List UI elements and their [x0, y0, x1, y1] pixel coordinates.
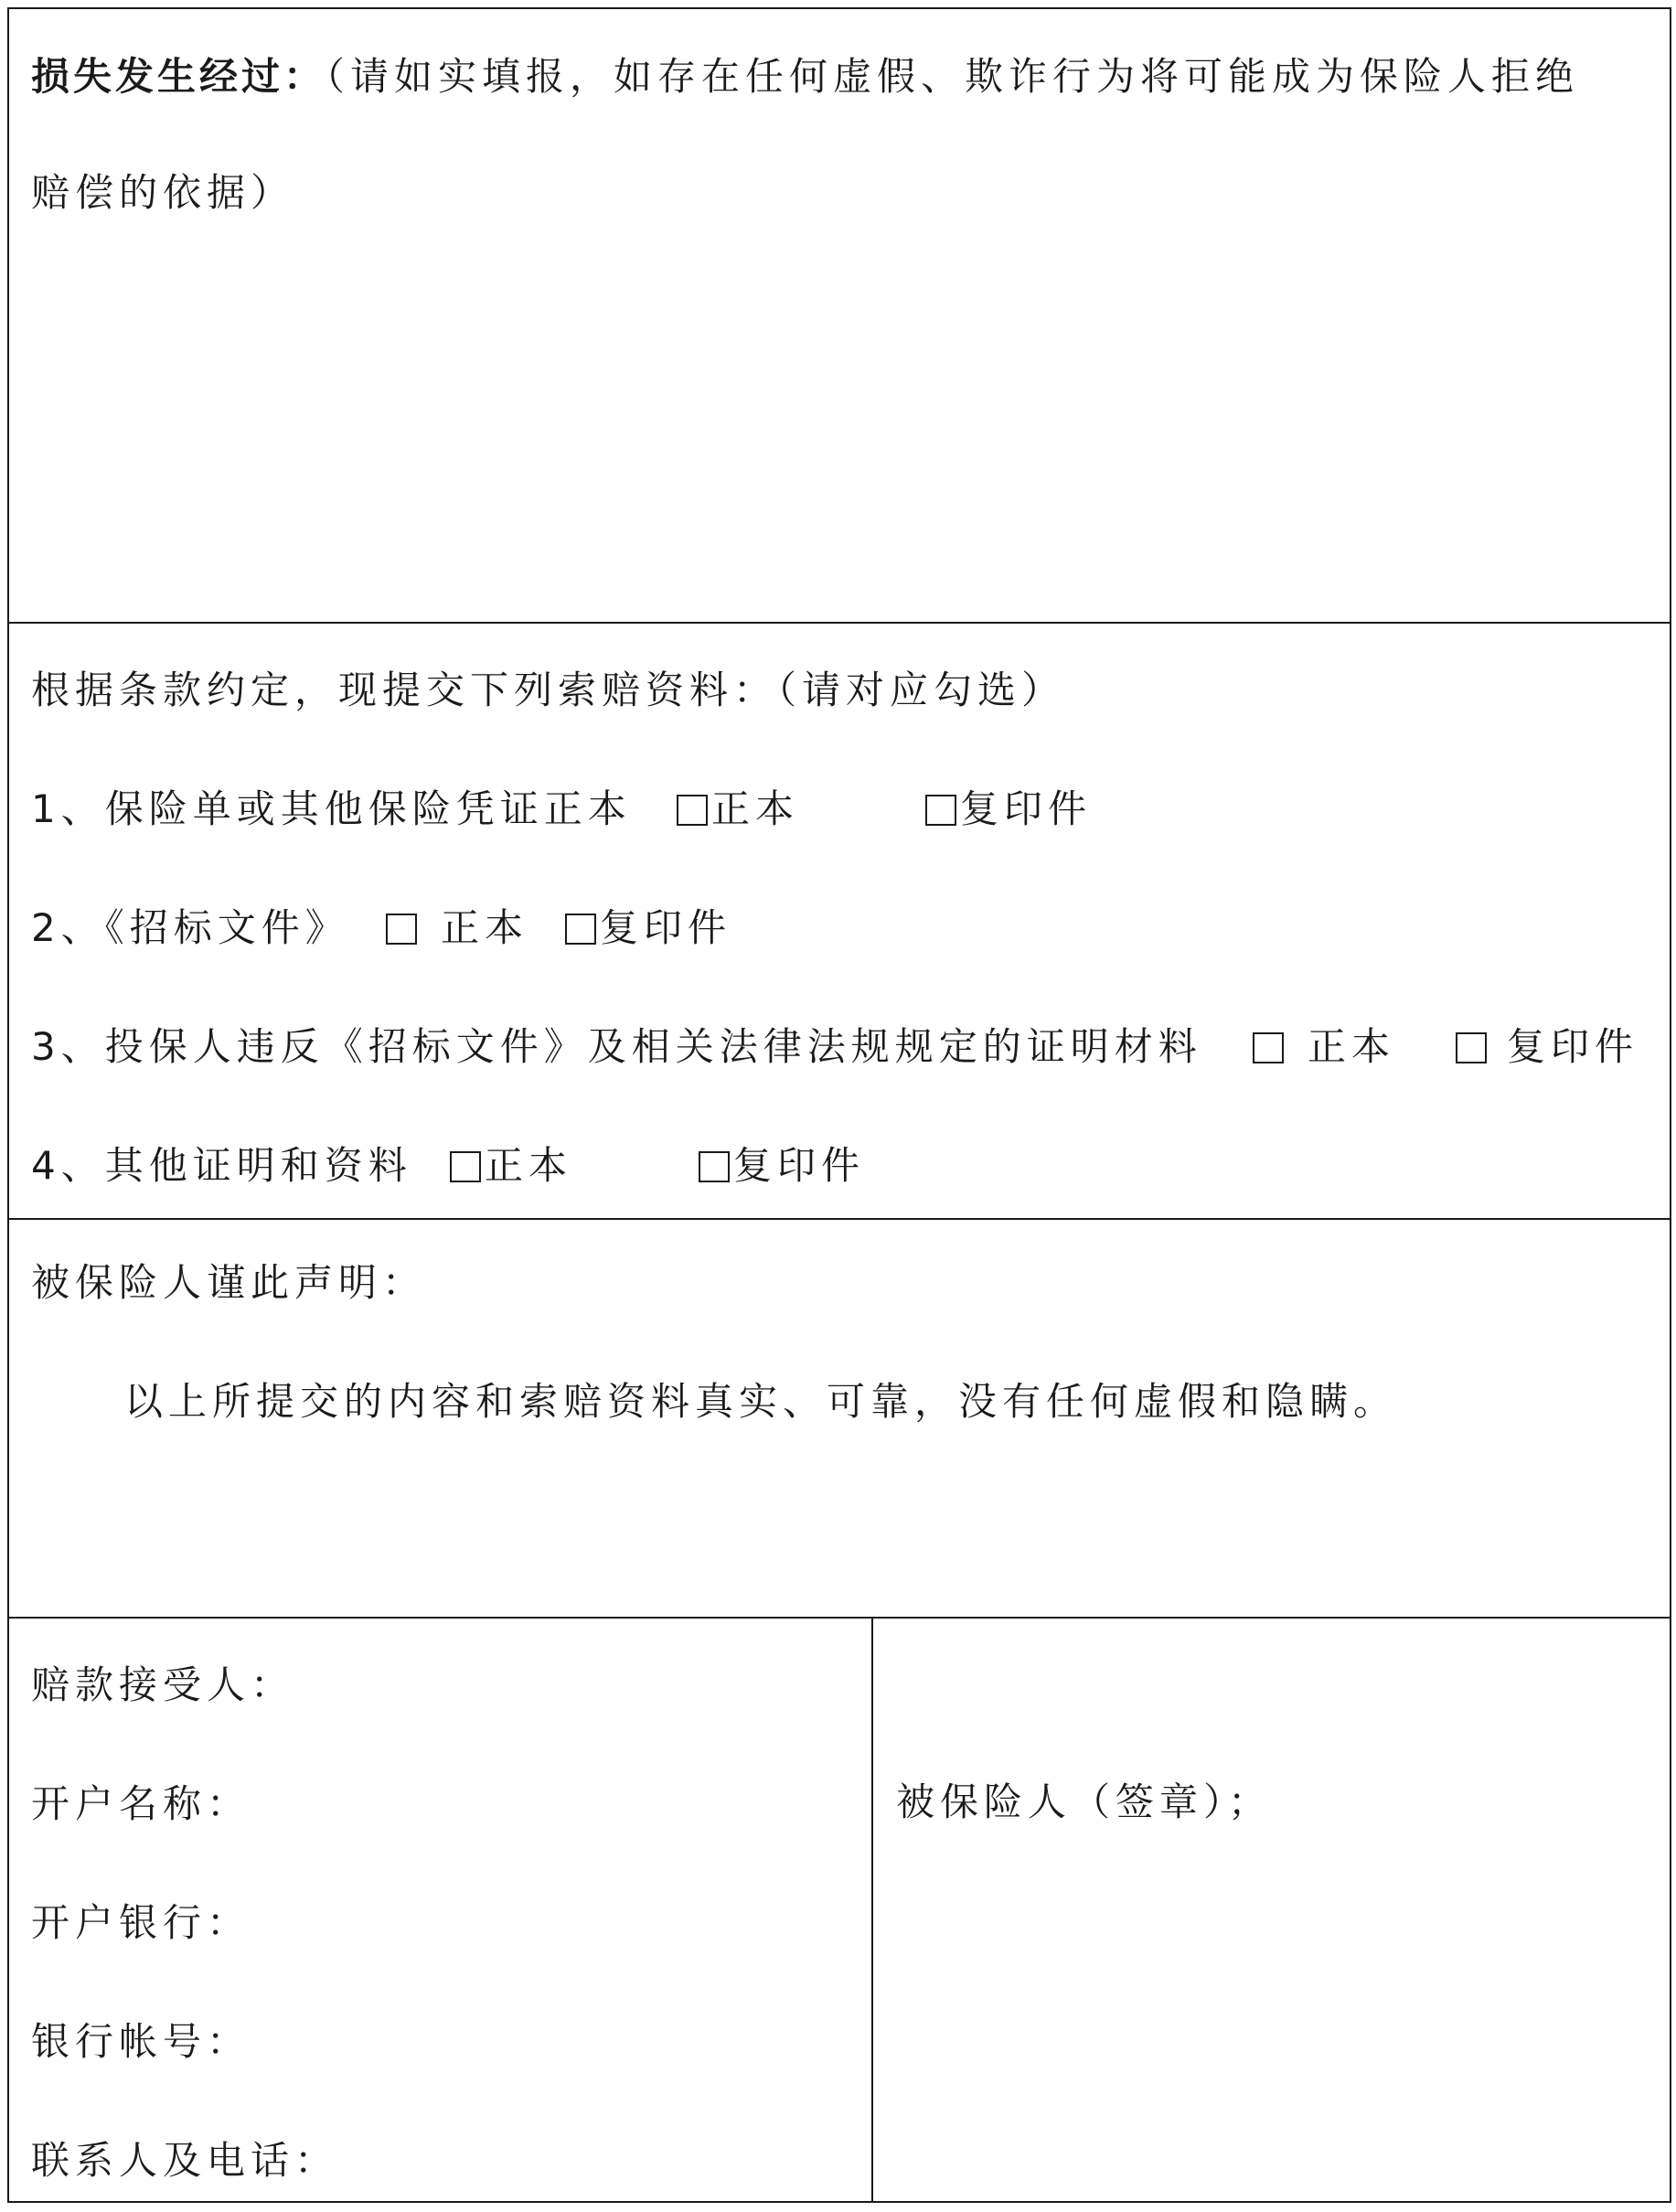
- declaration-statement: 以上所提交的内容和索赔资料真实、可靠，没有任何虚假和隐瞒。: [124, 1379, 1398, 1424]
- payee-field-label: 赔款接受人：: [31, 1662, 295, 1707]
- account-name-field-label: 开户名称：: [31, 1781, 251, 1826]
- loss-description-note-cont: 赔偿的依据）: [31, 170, 295, 215]
- checkbox[interactable]: [677, 795, 708, 826]
- copy-option[interactable]: 复印件: [565, 902, 731, 955]
- checkbox[interactable]: [925, 795, 956, 826]
- loss-description-note: （请如实填报，如存在任何虚假、欺诈行为将可能成为保险人拒绝: [326, 54, 1580, 99]
- document-item-label: 2、《招标文件》: [31, 905, 349, 950]
- signature-label: 被保险人（签章）；: [896, 1779, 1273, 1824]
- claim-form: [7, 7, 1671, 2203]
- checkbox[interactable]: [386, 914, 417, 945]
- declaration-section: [9, 1220, 1670, 1619]
- document-item-label: 1、保险单或其他保险凭证正本: [31, 786, 632, 831]
- checkbox[interactable]: [1456, 1032, 1487, 1063]
- original-option[interactable]: 正本: [1253, 1021, 1395, 1074]
- copy-option[interactable]: 复印件: [925, 783, 1092, 836]
- document-item-3: [31, 1021, 1651, 1074]
- document-item-1: [31, 783, 1651, 836]
- account-number-field-label: 银行帐号：: [31, 2019, 251, 2064]
- checkbox[interactable]: [1253, 1032, 1284, 1063]
- loss-description-section: [9, 9, 1670, 624]
- copy-option[interactable]: 复印件: [1456, 1021, 1639, 1074]
- claim-documents-section: [9, 624, 1670, 1220]
- loss-description-line1: [31, 50, 1651, 103]
- document-item-label: 4、其他证明和资料: [31, 1143, 412, 1188]
- original-option[interactable]: 正本: [386, 902, 528, 955]
- declaration-title: 被保险人谨此声明：: [31, 1260, 427, 1305]
- contact-phone-field-label: 联系人及电话：: [31, 2138, 339, 2183]
- loss-description-label: 损失发生经过：: [31, 54, 326, 99]
- copy-option[interactable]: 复印件: [699, 1139, 865, 1192]
- bank-name-field-label: 开户银行：: [31, 1900, 251, 1945]
- original-option[interactable]: 正本: [677, 783, 799, 836]
- original-option[interactable]: 正本: [450, 1139, 572, 1192]
- document-item-4: [31, 1139, 1651, 1192]
- documents-intro: 根据条款约定，现提交下列索赔资料：（请对应勾选）: [31, 668, 1066, 712]
- checkbox[interactable]: [699, 1151, 730, 1182]
- document-item-label: 3、投保人违反《招标文件》及相关法律法规规定的证明材料: [31, 1024, 1202, 1069]
- payment-section: [9, 1619, 1670, 2201]
- checkbox[interactable]: [450, 1151, 481, 1182]
- checkbox[interactable]: [565, 914, 596, 945]
- document-item-2: [31, 902, 1651, 955]
